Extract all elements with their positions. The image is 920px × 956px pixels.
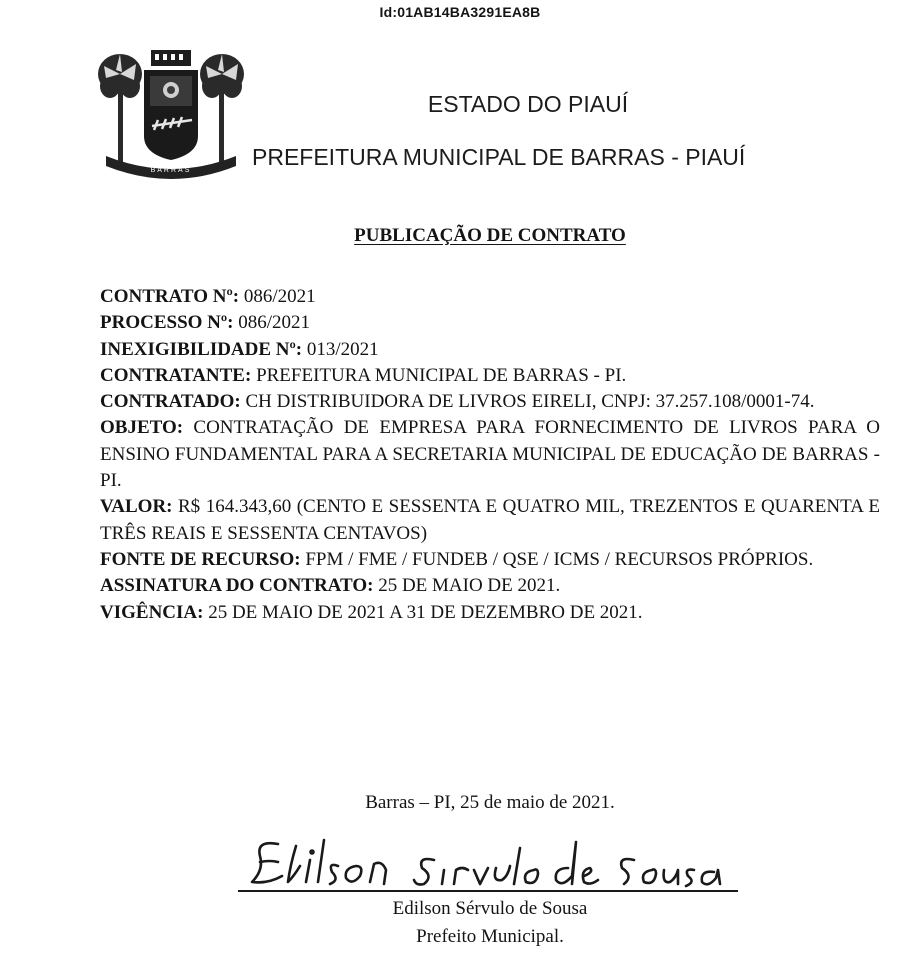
city-hall-name: PREFEITURA MUNICIPAL DE BARRAS - PIAUÍ bbox=[252, 144, 746, 170]
field-value-amount bbox=[100, 494, 880, 547]
place-and-date: Barras – PI, 25 de maio de 2021. bbox=[365, 792, 615, 813]
field-value: FPM / FME / FUNDEB / QSE / ICMS / RECURSOS PRÓPRIOS. bbox=[300, 548, 814, 570]
state-name: ESTADO DO PIAUÍ bbox=[427, 91, 629, 117]
field-label: VIGÊNCIA: bbox=[100, 601, 204, 623]
field-label: CONTRATO Nº: bbox=[100, 286, 240, 307]
field-value: R$ 164.343,60 (CENTO E SESSENTA E QUATRO MIL, TREZENTOS E QUARENTA E TRÊS REAIS E SESSENTA CENTAVOS) bbox=[100, 496, 880, 544]
field-value: 086/2021 bbox=[233, 312, 311, 334]
field-label: CONTRATADO: bbox=[100, 391, 241, 413]
field-value: PREFEITURA MUNICIPAL DE BARRAS - PI. bbox=[251, 364, 627, 386]
field-object bbox=[100, 415, 880, 494]
field-label: ASSINATURA DO CONTRATO: bbox=[100, 575, 374, 597]
signature-icon bbox=[238, 826, 738, 896]
signer-role: Prefeito Municipal. bbox=[416, 926, 564, 947]
field-value: CONTRATAÇÃO DE EMPRESA PARA FORNECIMENTO DE LIVROS PARA O ENSINO FUNDAMENTAL PARA A SECRETARIA MUNICIPAL DE EDUCAÇÃO DE BARRAS - PI. bbox=[100, 417, 880, 492]
field-value: 086/2021 bbox=[239, 286, 316, 307]
field-process-number bbox=[100, 310, 880, 336]
field-label: OBJETO: bbox=[100, 417, 184, 439]
field-value: 25 DE MAIO DE 2021. bbox=[373, 575, 561, 597]
signature-line bbox=[238, 890, 738, 892]
field-validity bbox=[100, 600, 880, 626]
field-contract-number bbox=[100, 284, 880, 310]
field-contracting-party bbox=[100, 363, 880, 389]
field-contracted-party bbox=[100, 389, 880, 415]
publication-title: PUBLICAÇÃO DE CONTRATO bbox=[354, 225, 626, 246]
document-id: Id:01AB14BA3291EA8B bbox=[379, 4, 541, 20]
field-inexigibility-number bbox=[100, 337, 880, 363]
field-label: INEXIGIBILIDADE Nº: bbox=[100, 338, 303, 360]
field-value: 013/2021 bbox=[302, 338, 379, 360]
field-label: PROCESSO Nº: bbox=[100, 312, 234, 334]
contract-details bbox=[100, 284, 880, 626]
field-label: FONTE DE RECURSO: bbox=[100, 548, 301, 570]
field-value: 25 DE MAIO DE 2021 A 31 DE DEZEMBRO DE 2021. bbox=[203, 601, 643, 623]
field-value: CH DISTRIBUIDORA DE LIVROS EIRELI, CNPJ: 37.257.108/0001-74. bbox=[240, 391, 815, 413]
svg-text:BARRAS: BARRAS bbox=[150, 167, 192, 174]
field-label: CONTRATANTE: bbox=[100, 364, 252, 386]
signer-name: Edilson Sérvulo de Sousa bbox=[392, 898, 588, 919]
field-label: VALOR: bbox=[100, 496, 173, 518]
field-signing-date bbox=[100, 573, 880, 599]
field-funding-source bbox=[100, 547, 880, 573]
